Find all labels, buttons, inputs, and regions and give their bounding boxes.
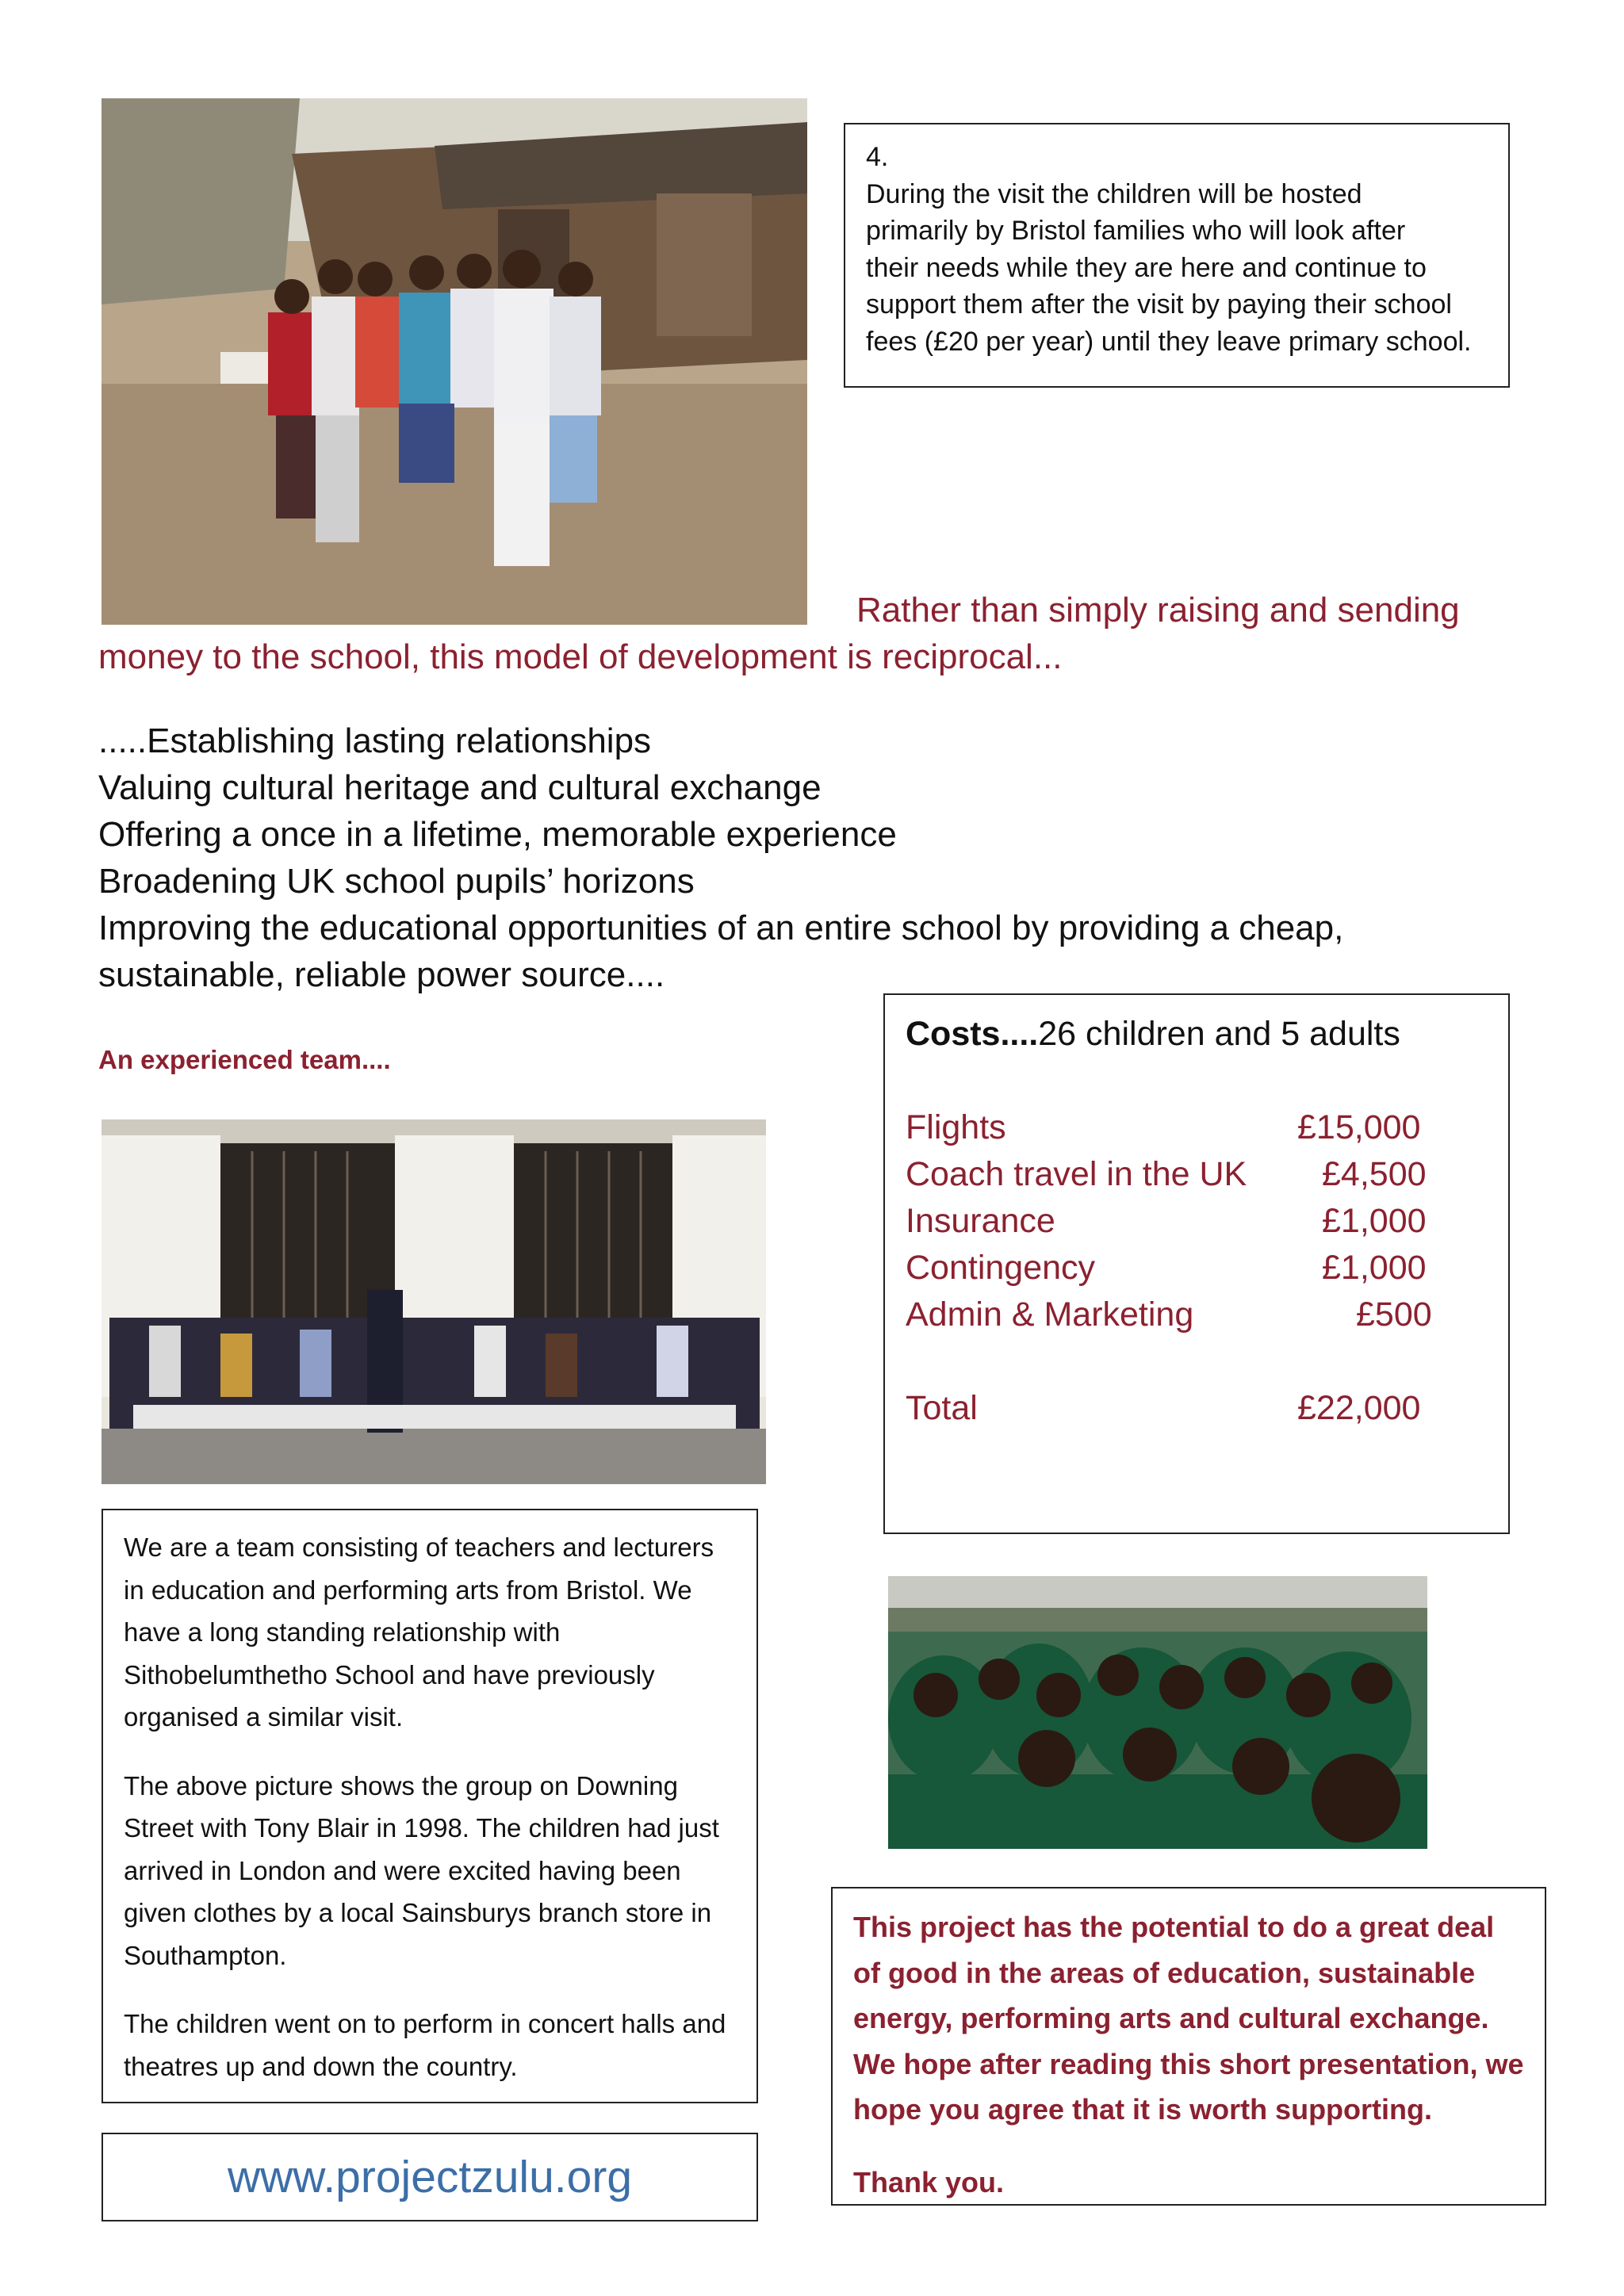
- cost-amount: £1,000: [1322, 1202, 1427, 1240]
- team-paragraph-1: We are a team consisting of teachers and lecturers in education and performing arts from Bristol. We have a long standing relationship with Sithobelumthetho School and have previously organised a similar visit.: [124, 1533, 714, 1732]
- reciprocal-line-2: money to the school, this model of development is reciprocal...: [98, 637, 1063, 676]
- website-link[interactable]: www.projectzulu.org: [227, 2152, 633, 2202]
- closing-statement-box: [831, 1887, 1546, 2206]
- cost-label: Insurance: [906, 1202, 1055, 1240]
- hosting-line-5: fees (£20 per year) until they leave primary school.: [866, 326, 1472, 357]
- thank-you-text: Thank you.: [853, 2165, 1005, 2198]
- benefit-item: .....Establishing lasting relationships: [98, 721, 652, 760]
- cost-label: Admin & Marketing: [906, 1295, 1194, 1334]
- benefit-item: Broadening UK school pupils’ horizons: [98, 862, 695, 901]
- costs-title: [906, 1011, 1488, 1058]
- cost-amount: £4,500: [1322, 1155, 1427, 1193]
- website-box: [102, 2133, 758, 2221]
- benefit-item: Valuing cultural heritage and cultural exchange: [98, 768, 822, 807]
- cost-amount: £15,000: [1297, 1108, 1421, 1146]
- hosting-line-1: During the visit the children will be hosted: [866, 178, 1362, 209]
- hosting-line-4: support them after the visit by paying their school: [866, 289, 1452, 320]
- cost-row: [906, 1245, 1488, 1292]
- photo-downing-street-group: [102, 1119, 766, 1484]
- team-paragraph-2: The above picture shows the group on Downing Street with Tony Blair in 1998. The children had just arrived in London and were excited having been given clothes by a local Sainsburys branch store in Southampton.: [124, 1770, 719, 1970]
- closing-paragraph: This project has the potential to do a great deal of good in the areas of education, sustainable energy, performing arts and cultural exchange. We hope after reading this short presentation, we hope you agree that it is worth supporting.: [853, 1911, 1524, 2126]
- costs-title-bold: Costs....: [906, 1015, 1039, 1053]
- hosting-line-2: primarily by Bristol families who will look after: [866, 216, 1406, 246]
- costs-title-rest: 26 children and 5 adults: [1038, 1015, 1400, 1053]
- cost-row: [906, 1151, 1488, 1198]
- total-amount: £22,000: [1297, 1389, 1421, 1427]
- benefit-item: Improving the educational opportunities of an entire school by providing a cheap,: [98, 909, 1344, 947]
- photo-children-outside: [102, 98, 807, 625]
- team-heading: An experienced team....: [98, 1045, 391, 1074]
- total-label: Total: [906, 1389, 978, 1427]
- cost-label: Flights: [906, 1108, 1006, 1146]
- cost-total-row: [906, 1385, 1488, 1432]
- team-description-box: [102, 1509, 758, 2103]
- hosting-line-3: their needs while they are here and continue to: [866, 252, 1427, 283]
- cost-amount: £500: [1356, 1295, 1432, 1334]
- reciprocal-line-1: Rather than simply raising and sending: [856, 591, 1460, 629]
- cost-row: [906, 1198, 1488, 1245]
- cost-row: [906, 1292, 1488, 1338]
- cost-label: Coach travel in the UK: [906, 1155, 1247, 1193]
- hosting-info-box: [844, 123, 1510, 388]
- benefit-item: sustainable, reliable power source....: [98, 955, 665, 994]
- cost-amount: £1,000: [1322, 1249, 1427, 1287]
- box-number: 4.: [866, 142, 889, 172]
- benefits-list: [98, 718, 1510, 998]
- benefit-item: Offering a once in a lifetime, memorable experience: [98, 815, 897, 854]
- reciprocal-statement: [98, 587, 1526, 680]
- costs-box: [883, 993, 1510, 1534]
- cost-label: Contingency: [906, 1249, 1096, 1287]
- cost-row: [906, 1104, 1488, 1151]
- team-paragraph-3: The children went on to perform in concert halls and theatres up and down the country.: [124, 2009, 726, 2081]
- photo-cheering-children: [888, 1576, 1427, 1849]
